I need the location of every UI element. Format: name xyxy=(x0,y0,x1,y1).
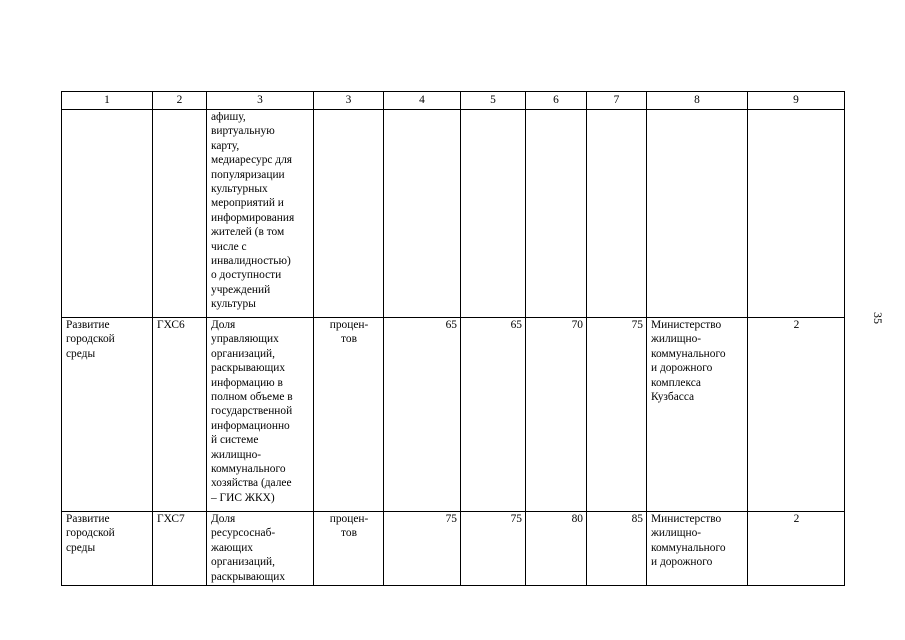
table-row xyxy=(62,110,845,318)
header-cell: 7 xyxy=(587,92,647,110)
header-cell: 4 xyxy=(384,92,461,110)
value-cell: 75 xyxy=(384,512,461,586)
table-header-row xyxy=(62,92,845,110)
direction-cell xyxy=(62,110,153,318)
responsible-cell: Министерство жилищно- коммунального и дорожного xyxy=(647,512,748,586)
indicator-cell: Доля управляющих организаций, раскрывающих информацию в полном объеме в государственной информационно й системе жилищно- коммунального хозяйства (далее – ГИС ЖКХ) xyxy=(207,318,314,512)
unit-cell xyxy=(314,110,384,318)
header-cell: 6 xyxy=(526,92,587,110)
value-cell xyxy=(526,110,587,318)
value-cell: 75 xyxy=(587,318,647,512)
table-row xyxy=(62,318,845,512)
code-cell: ГХС7 xyxy=(153,512,207,586)
code-cell xyxy=(153,110,207,318)
level-cell xyxy=(748,110,845,318)
table-row xyxy=(62,512,845,586)
header-cell: 2 xyxy=(153,92,207,110)
indicator-cell: афишу, виртуальную карту, медиаресурс для популяризации культурных мероприятий и информирования жителей (в том числе с инвалидностью) о доступности учреждений культуры xyxy=(207,110,314,318)
header-cell: 5 xyxy=(461,92,526,110)
value-cell xyxy=(587,110,647,318)
level-cell: 2 xyxy=(748,512,845,586)
value-cell: 80 xyxy=(526,512,587,586)
responsible-cell xyxy=(647,110,748,318)
value-cell: 65 xyxy=(384,318,461,512)
value-cell xyxy=(384,110,461,318)
direction-cell: Развитие городской среды xyxy=(62,512,153,586)
code-cell: ГХС6 xyxy=(153,318,207,512)
direction-cell: Развитие городской среды xyxy=(62,318,153,512)
responsible-cell: Министерство жилищно- коммунального и дорожного комплекса Кузбасса xyxy=(647,318,748,512)
indicators-table xyxy=(61,91,845,586)
value-cell: 75 xyxy=(461,512,526,586)
header-cell: 3 xyxy=(207,92,314,110)
value-cell xyxy=(461,110,526,318)
indicator-cell: Доля ресурсоснаб- жающих организаций, раскрывающих xyxy=(207,512,314,586)
header-cell: 1 xyxy=(62,92,153,110)
unit-cell: процен- тов xyxy=(314,512,384,586)
level-cell: 2 xyxy=(748,318,845,512)
page-number: 35 xyxy=(871,312,885,324)
header-cell: 9 xyxy=(748,92,845,110)
value-cell: 65 xyxy=(461,318,526,512)
header-cell: 3 xyxy=(314,92,384,110)
header-cell: 8 xyxy=(647,92,748,110)
value-cell: 85 xyxy=(587,512,647,586)
value-cell: 70 xyxy=(526,318,587,512)
unit-cell: процен- тов xyxy=(314,318,384,512)
